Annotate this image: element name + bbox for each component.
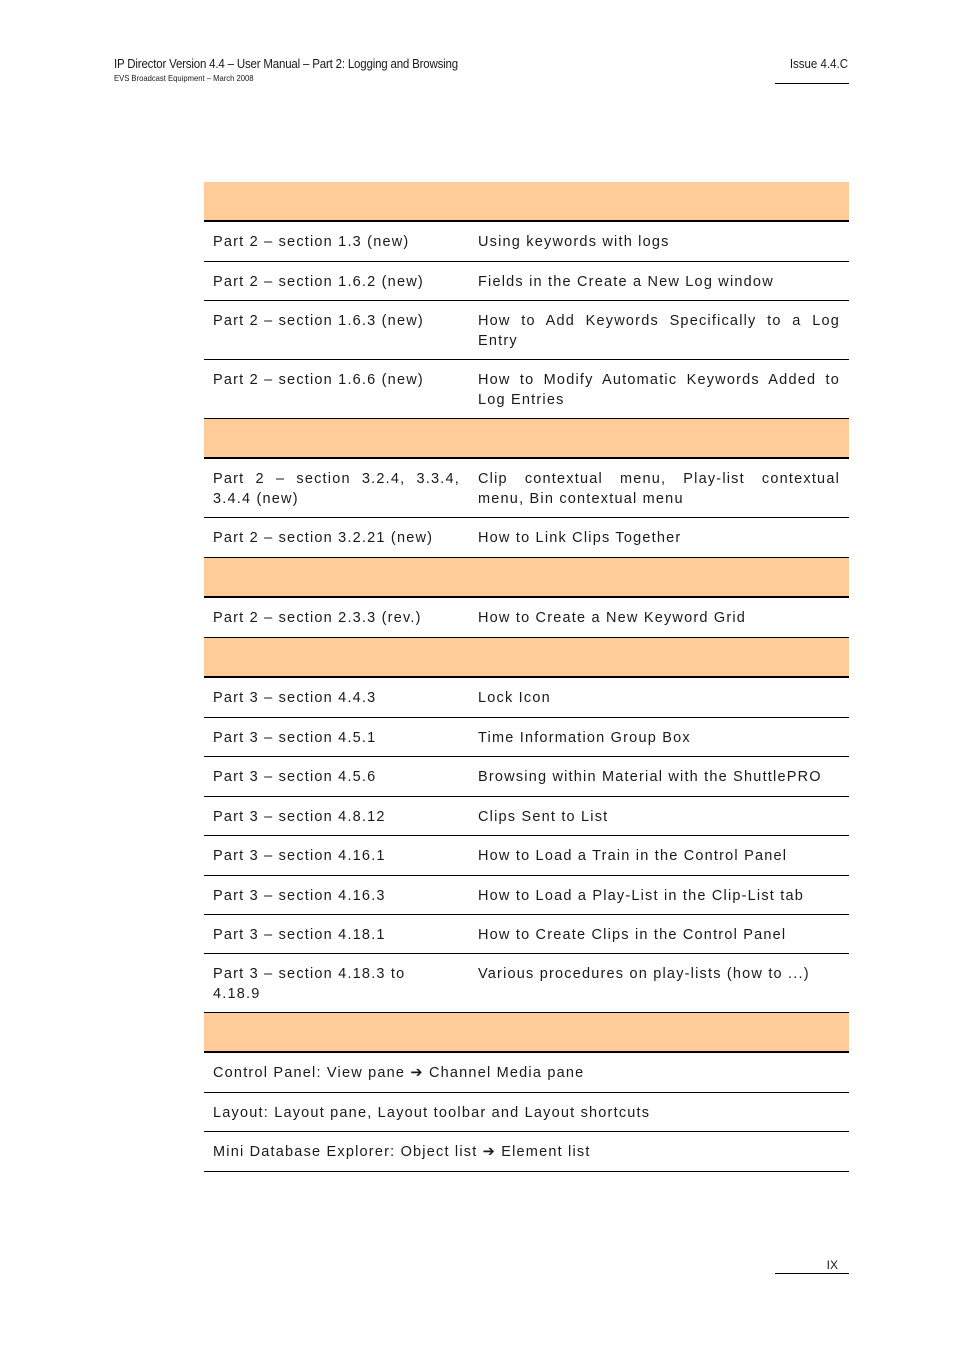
- renamed-item: Mini Database Explorer: Object list ➔ Element list: [213, 1144, 591, 1160]
- topic: How to Load a Train in the Control Panel: [478, 848, 788, 864]
- table-row: [204, 262, 849, 301]
- topic: How to Modify Automatic Keywords Added to Log Entries: [478, 372, 840, 408]
- issue-number: Issue 4.4.C: [789, 57, 848, 71]
- table-row: [204, 757, 849, 797]
- topic: How to Link Clips Together: [478, 530, 682, 546]
- section-ref: Part 2 – section 1.6.3 (new): [213, 313, 424, 329]
- topic: How to Create Clips in the Control Panel: [478, 927, 787, 943]
- topic: Clip contextual menu, Play-list contextual menu, Bin contextual menu: [478, 471, 840, 507]
- topic: Clips Sent to List: [478, 809, 609, 825]
- table-row: [204, 718, 849, 757]
- table-row: [204, 598, 849, 638]
- topic: Lock Icon: [478, 690, 551, 706]
- section-ref: Part 3 – section 4.8.12: [213, 809, 386, 825]
- section-ref: Part 2 – section 2.3.3 (rev.): [213, 610, 422, 626]
- section-ref: Part 3 – section 4.5.6: [213, 769, 377, 785]
- section-band: [204, 182, 849, 222]
- topic: How to Create a New Keyword Grid: [478, 610, 747, 626]
- section-ref: Part 2 – section 1.3 (new): [213, 234, 410, 250]
- page-number: IX: [826, 1258, 838, 1272]
- table-row: [204, 222, 849, 262]
- topic: Browsing within Material with the ShuttlePRO: [478, 769, 822, 785]
- document-subtitle: EVS Broadcast Equipment – March 2008: [114, 73, 254, 83]
- section-band: [204, 419, 849, 459]
- section-ref: Part 3 – section 4.4.3: [213, 690, 377, 706]
- table-row: [204, 678, 849, 718]
- topic: Various procedures on play-lists (how to ...): [478, 966, 810, 982]
- table-row: [204, 1093, 849, 1132]
- table-row: [204, 797, 849, 836]
- table-row: [204, 954, 849, 1013]
- header-divider: [775, 83, 849, 84]
- section-ref: Part 2 – section 1.6.6 (new): [213, 372, 424, 388]
- topic: Time Information Group Box: [478, 730, 691, 746]
- section-ref: Part 2 – section 3.2.4, 3.3.4, 3.4.4 (new): [213, 471, 460, 507]
- section-ref: Part 3 – section 4.18.1: [213, 927, 386, 943]
- section-band: [204, 638, 849, 678]
- topic: How to Load a Play-List in the Clip-List tab: [478, 888, 805, 904]
- renamed-item: Control Panel: View pane ➔ Channel Media pane: [213, 1065, 585, 1081]
- table-row: [204, 836, 849, 876]
- section-ref: Part 2 – section 1.6.2 (new): [213, 274, 424, 290]
- footer-divider: [775, 1273, 849, 1274]
- table-row: [204, 1132, 849, 1172]
- section-ref: Part 3 – section 4.16.1: [213, 848, 386, 864]
- topic: Using keywords with logs: [478, 234, 670, 250]
- changes-table: [204, 182, 849, 1172]
- table-row: [204, 1053, 849, 1093]
- table-row: [204, 876, 849, 915]
- section-band: [204, 558, 849, 598]
- table-row: [204, 459, 849, 518]
- table-row: [204, 518, 849, 558]
- topic: Fields in the Create a New Log window: [478, 274, 774, 290]
- document-title: IP Director Version 4.4 – User Manual – Part 2: Logging and Browsing: [114, 57, 458, 71]
- table-row: [204, 360, 849, 419]
- section-ref: Part 2 – section 3.2.21 (new): [213, 530, 434, 546]
- section-ref: Part 3 – section 4.5.1: [213, 730, 377, 746]
- section-ref: Part 3 – section 4.16.3: [213, 888, 386, 904]
- table-row: [204, 915, 849, 954]
- topic: How to Add Keywords Specifically to a Log Entry: [478, 313, 840, 349]
- section-ref: Part 3 – section 4.18.3 to 4.18.9: [213, 966, 406, 1002]
- renamed-item: Layout: Layout pane, Layout toolbar and Layout shortcuts: [213, 1105, 651, 1121]
- section-band: [204, 1013, 849, 1053]
- table-row: [204, 301, 849, 360]
